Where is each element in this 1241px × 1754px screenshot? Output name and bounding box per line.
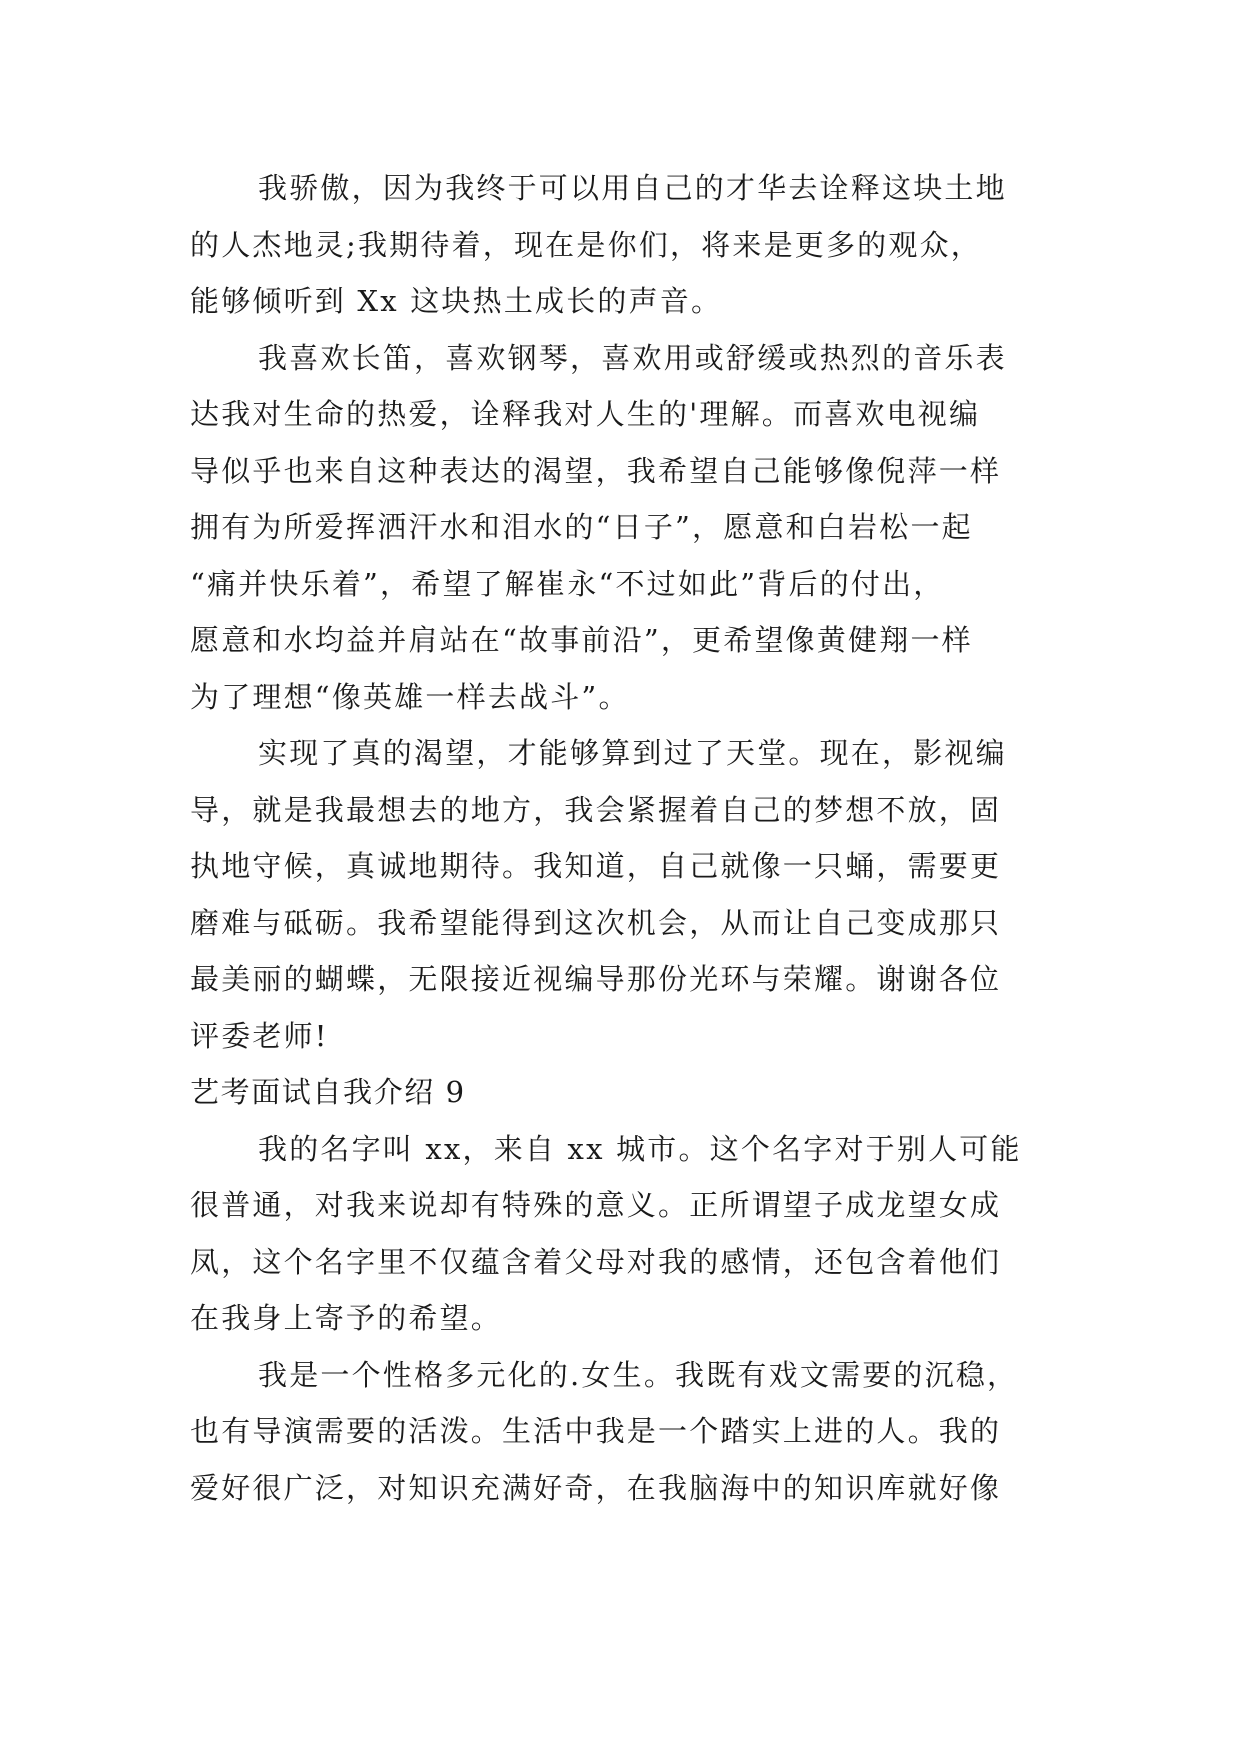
text-line: 在我身上寄予的希望。 [190, 1301, 503, 1335]
text-line: 也有导演需要的活泼。生活中我是一个踏实上进的人。我的 [190, 1414, 1002, 1448]
text-line: 执地守候，真诚地期待。我知道，自己就像一只蛹，需要更 [190, 849, 1002, 883]
text-line: 磨难与砥砺。我希望能得到这次机会，从而让自己变成那只 [190, 905, 1002, 940]
text-line: 凤，这个名字里不仅蕴含着父母对我的感情，还包含着他们 [190, 1244, 1002, 1279]
text-line: 为了理想“像英雄一样去战斗”。 [190, 679, 630, 714]
text-line: 拥有为所爱挥洒汗水和泪水的“日子”，愿意和白岩松一起 [190, 510, 973, 544]
text-line: 的人杰地灵;我期待着，现在是你们，将来是更多的观众， [190, 227, 982, 262]
text-line: 达我对生命的热爱，诠释我对人生的'理解。而喜欢电视编 [190, 397, 981, 431]
text-line: 很普通，对我来说却有特殊的意义。正所谓望子成龙望女成 [190, 1188, 1002, 1222]
text-line: 愿意和水均益并肩站在“故事前沿”，更希望像黄健翔一样 [190, 623, 973, 657]
text-line: 我的名字叫 xx，来自 xx 城市。这个名字对于别人可能 [258, 1131, 1022, 1166]
text-line: 爱好很广泛，对知识充满好奇，在我脑海中的知识库就好像 [190, 1470, 1002, 1505]
text-line: 我是一个性格多元化的.女生。我既有戏文需要的沉稳， [258, 1357, 1019, 1392]
text-line: 评委老师! [190, 1018, 329, 1053]
text-line: 导，就是我最想去的地方，我会紧握着自己的梦想不放，固 [190, 792, 1002, 827]
text-line: “痛并快乐着”，希望了解崔永“不过如此”背后的付出， [190, 566, 945, 601]
text-line: 我喜欢长笛，喜欢钢琴，喜欢用或舒缓或热烈的音乐表 [258, 340, 1007, 375]
text-line: 能够倾听到 Xx 这块热土成长的声音。 [190, 284, 723, 318]
text-line: 最美丽的蝴蝶，无限接近视编导那份光环与荣耀。谢谢各位 [190, 962, 1002, 996]
text-line: 我骄傲，因为我终于可以用自己的才华去诠释这块土地 [258, 171, 1007, 205]
section-heading: 艺考面试自我介绍 9 [190, 1075, 466, 1109]
document-body [190, 160, 1056, 1516]
text-line: 实现了真的渴望，才能够算到过了天堂。现在，影视编 [258, 736, 1007, 770]
text-line: 导似乎也来自这种表达的渴望，我希望自己能够像倪萍一样 [190, 453, 1002, 488]
